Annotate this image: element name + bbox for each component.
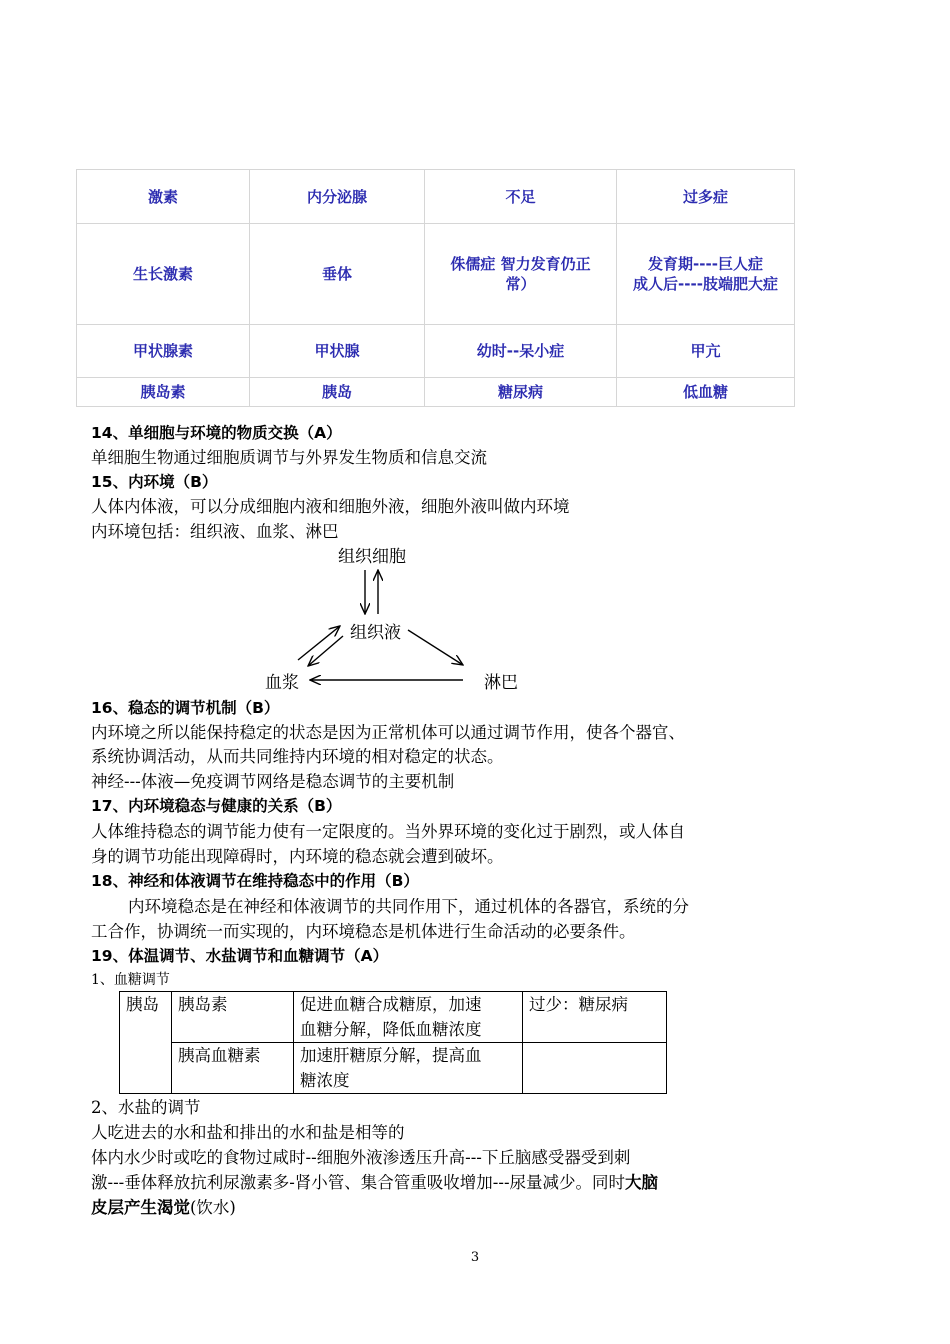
section-18-text: 内环境稳态是在神经和体液调节的共同作用下，通过机体的各器官，系统的分: [128, 897, 689, 916]
header-cell: 过多症: [617, 170, 795, 224]
section-15-text: 人体内体液，可以分成细胞内液和细胞外液，细胞外液叫做内环境: [91, 497, 570, 516]
section-16-text: 系统协调活动，从而共同维持内环境的相对稳定的状态。: [91, 747, 504, 766]
page-number: 3: [470, 1250, 480, 1265]
diagram-label-tissue-fluid: 组织液: [350, 623, 401, 643]
section-17-text: 人体维持稳态的调节能力使有一定限度的。当外界环境的变化过于剧烈，或人体自: [91, 822, 685, 841]
section-19-subheading: 1、血糖调节: [91, 972, 170, 988]
section-16-title: 16、稳态的调节机制（B）: [91, 699, 280, 717]
table-cell: 胰岛素: [172, 992, 294, 1043]
cell-line: 促进血糖合成糖原，加速: [300, 995, 482, 1014]
table-cell: 幼时--呆小症: [425, 325, 617, 378]
section-19-text: [91, 1194, 236, 1218]
table-cell: 侏儒症 智力发育仍正 常）: [425, 224, 617, 325]
table-cell: 胰高血糖素: [172, 1043, 294, 1094]
text-span-bold: 大脑: [625, 1173, 659, 1192]
header-cell: 内分泌腺: [250, 170, 425, 224]
table-cell: 甲亢: [617, 325, 795, 378]
cell-line: 血糖分解，降低血糖浓度: [300, 1020, 482, 1039]
table-cell: 低血糖: [617, 378, 795, 407]
table-cell: 胰岛: [120, 992, 172, 1094]
table-row: [120, 1043, 667, 1094]
table-cell: [294, 992, 523, 1043]
section-19-text: 体内水少时或吃的食物过咸时--细胞外液渗透压升高---下丘脑感受器受到刺: [91, 1148, 631, 1167]
section-14-title: 14、单细胞与环境的物质交换（A）: [91, 424, 342, 442]
diagram-label-plasma: 血浆: [265, 673, 299, 693]
section-15-text: 内环境包括：组织液、血浆、淋巴: [91, 522, 339, 541]
table-row: [120, 992, 667, 1043]
table-cell: 过少：糖尿病: [523, 992, 667, 1043]
section-19-subheading: 2、水盐的调节: [91, 1098, 201, 1117]
table-cell: 糖尿病: [425, 378, 617, 407]
table-cell: 发育期----巨人症 成人后----肢端肥大症: [617, 224, 795, 325]
arrow-fluid-to-lymph: [408, 630, 463, 665]
table-cell: 甲状腺: [250, 325, 425, 378]
arrow-fluid-to-plasma: [308, 636, 343, 666]
section-17-title: 17、内环境稳态与健康的关系（B）: [91, 797, 342, 815]
text-span-bold: 皮层产生渴觉: [91, 1198, 190, 1217]
table-cell: 甲状腺素: [77, 325, 250, 378]
section-16-text: 内环境之所以能保持稳定的状态是因为正常机体可以通过调节作用，使各个器官、: [91, 723, 685, 742]
table-cell: [294, 1043, 523, 1094]
cell-line: 糖浓度: [300, 1071, 350, 1090]
section-15-title: 15、内环境（B）: [91, 473, 218, 491]
text-span: (饮水): [190, 1198, 236, 1217]
diagram-label-cell: 组织细胞: [338, 547, 406, 567]
section-14-text: 单细胞生物通过细胞质调节与外界发生物质和信息交流: [91, 448, 487, 467]
cell-line: 加速肝糖原分解，提高血: [300, 1046, 482, 1065]
section-17-text: 身的调节功能出现障碍时，内环境的稳态就会遭到破坏。: [91, 847, 504, 866]
diagram-label-lymph: 淋巴: [484, 673, 518, 693]
table-cell: 生长激素: [77, 224, 250, 325]
header-cell: 激素: [77, 170, 250, 224]
table-cell: 胰岛: [250, 378, 425, 407]
table-cell: 胰岛素: [77, 378, 250, 407]
table-cell: [523, 1043, 667, 1094]
table-cell: 垂体: [250, 224, 425, 325]
section-16-text: 神经---体液—免疫调节网络是稳态调节的主要机制: [91, 772, 455, 791]
arrow-plasma-to-fluid: [298, 626, 340, 660]
section-19-title: 19、体温调节、水盐调节和血糖调节（A）: [91, 947, 389, 965]
section-19-text: [91, 1169, 658, 1193]
section-19-text: 人吃进去的水和盐和排出的水和盐是相等的: [91, 1123, 405, 1142]
header-cell: 不足: [425, 170, 617, 224]
text-span: 激---垂体释放抗利尿激素多-肾小管、集合管重吸收增加---尿量减少。同时: [91, 1173, 626, 1192]
blood-sugar-table: [119, 991, 667, 1094]
section-18-text: 工合作，协调统一而实现的，内环境稳态是机体进行生命活动的必要条件。: [91, 922, 636, 941]
section-18-title: 18、神经和体液调节在维持稳态中的作用（B）: [91, 872, 419, 890]
